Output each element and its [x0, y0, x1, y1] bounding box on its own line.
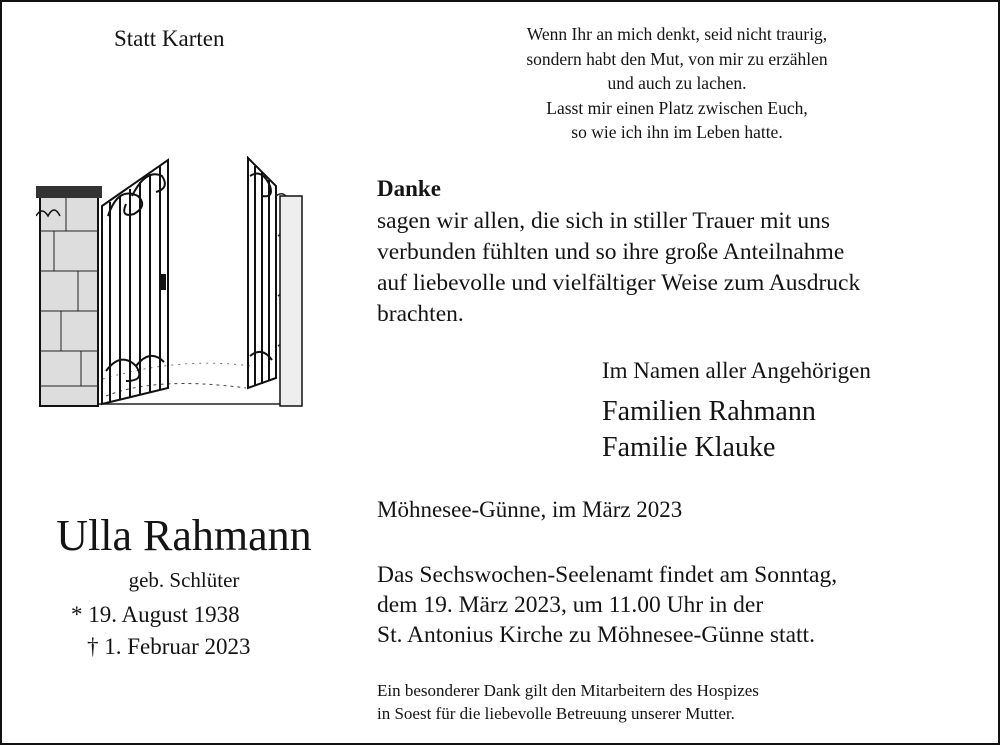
family-name-2: Familie Klauke [602, 432, 776, 463]
thanks-line: verbunden fühlten und so ihre große Anteilnahme [377, 239, 845, 265]
poem-line: und auch zu lachen. [607, 73, 747, 93]
thanks-line: brachten. [377, 301, 464, 327]
service-line: dem 19. März 2023, um 11.00 Uhr in der [377, 592, 764, 618]
birth-name: geb. Schlüter [128, 568, 240, 592]
statt-karten-label: Statt Karten [114, 26, 225, 51]
birth-date: * 19. August 1938 [71, 602, 240, 627]
open-gate-icon [36, 156, 304, 408]
poem-line: Lasst mir einen Platz zwischen Euch, [546, 97, 808, 118]
special-thanks [377, 679, 759, 725]
thanks-line: sagen wir allen, die sich in stiller Trauer mit uns [377, 208, 830, 234]
thanks-title: Danke [377, 176, 441, 201]
family-name-1: Familien Rahmann [602, 396, 816, 427]
place-date: Möhnesee-Günne, im März 2023 [377, 497, 683, 522]
service-line: St. Antonius Kirche zu Möhnesee-Günne statt. [377, 622, 815, 648]
service-line: Das Sechswochen-Seelenamt findet am Sonntag, [377, 562, 838, 588]
poem-line: so wie ich ihn im Leben hatte. [571, 122, 783, 142]
service-notice [377, 560, 837, 650]
special-thanks-line: in Soest für die liebevolle Betreuung unserer Mutter. [377, 704, 735, 723]
poem-line: Wenn Ihr an mich denkt, seid nicht traurig, [526, 24, 828, 44]
thanks-text [377, 206, 860, 330]
poem-line: sondern habt den Mut, von mir zu erzählen [526, 48, 828, 69]
thanks-line: auf liebevolle und vielfältiger Weise zum Ausdruck [377, 270, 861, 296]
signature-intro: Im Namen aller Angehörigen [602, 358, 871, 383]
death-date: † 1. Februar 2023 [87, 634, 251, 659]
special-thanks-line: Ein besonderer Dank gilt den Mitarbeitern des Hospizes [377, 681, 759, 700]
deceased-name: Ulla Rahmann [56, 511, 312, 560]
poem [437, 22, 917, 145]
